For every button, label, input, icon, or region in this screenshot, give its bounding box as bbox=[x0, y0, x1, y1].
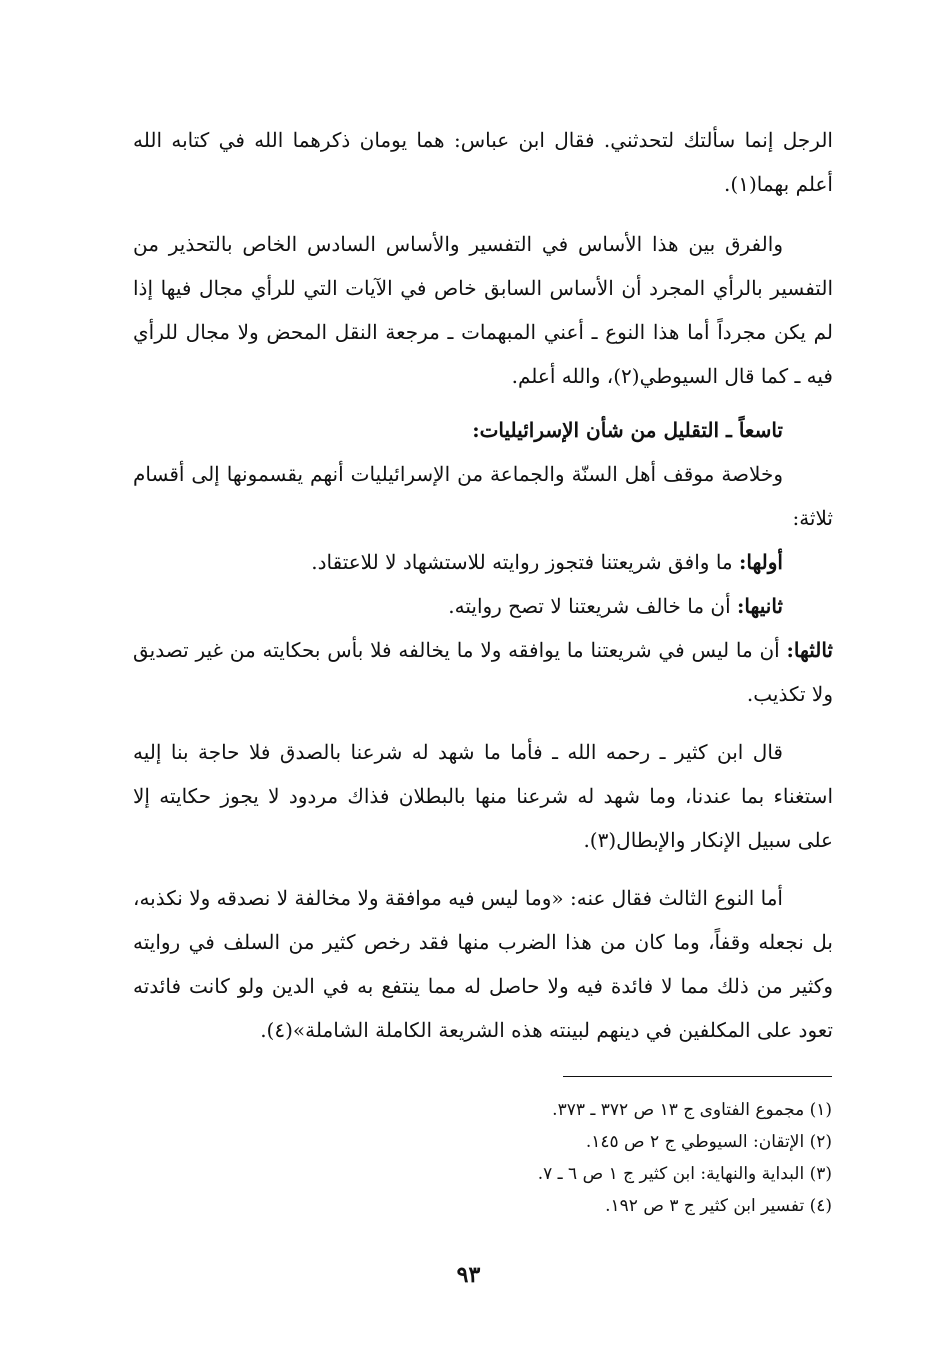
list-item-second bbox=[133, 584, 833, 628]
page-number: ٩٣ bbox=[456, 1262, 481, 1288]
item-label-second: ثانيها: bbox=[737, 594, 783, 618]
footnotes bbox=[400, 1094, 832, 1222]
paragraph-3: وخلاصة موقف أهل السنّة والجماعة من الإسرائيليات أنهم يقسمونها إلى أقسام ثلاثة: bbox=[133, 462, 833, 530]
main-text bbox=[133, 118, 833, 1052]
paragraph-2: والفرق بين هذا الأساس في التفسير والأساس السادس الخاص بالتحذير من التفسير بالرأي المجرد أن الأساس السابق خاص في الآيات التي للرأي مجال فيها إذا لم يكن مجرداً أما هذا النوع ـ أعني المبهمات ـ مرجعة النقل المحض ولا مجال للرأي فيه ـ كما قال السيوطي(٢)، والله أعلم. bbox=[133, 232, 833, 388]
item-label-first: أولها: bbox=[738, 550, 783, 574]
footnote-4: (٤) تفسير ابن كثير ج ٣ ص ١٩٢. bbox=[605, 1196, 832, 1216]
list-item-third bbox=[133, 628, 833, 716]
list-item-first bbox=[133, 540, 833, 584]
paragraph-5: أما النوع الثالث فقال عنه: «وما ليس فيه موافقة ولا مخالفة لا نصدقه ولا نكذبه، بل نجعله وقفاً، وما كان من هذا الضرب منها فقد رخص كثير من السلف في روايته وكثير من ذلك مما لا فائدة فيه ولا حاصل له مما ينتفع به في الدين ولو كانت فائدته تعود على المكلفين في دينهم لبينته هذه الشريعة الكاملة الشاملة»(٤). bbox=[133, 886, 833, 1042]
item-label-third: ثالثها: bbox=[786, 638, 833, 662]
footnote-separator bbox=[563, 1076, 832, 1077]
section-heading: تاسعاً ـ التقليل من شأن الإسرائيليات: bbox=[472, 418, 783, 442]
item-text-second: أن ما خالف شريعتنا لا تصح روايته. bbox=[448, 594, 738, 618]
footnote-1: (١) مجموع الفتاوى ج ١٣ ص ٣٧٢ ـ ٣٧٣. bbox=[552, 1100, 832, 1120]
item-text-first: ما وافق شريعتنا فتجوز روايته للاستشهاد لا للاعتقاد. bbox=[311, 550, 739, 574]
footnote-3: (٣) البداية والنهاية: ابن كثير ج ١ ص ٦ ـ ٧. bbox=[537, 1164, 832, 1184]
footnote-2: (٢) الإتقان: السيوطي ج ٢ ص ١٤٥. bbox=[585, 1132, 832, 1152]
paragraph-4: قال ابن كثير ـ رحمه الله ـ فأما ما شهد له شرعنا بالصدق فلا حاجة بنا إليه استغناء بما عندنا، وما شهد له شرعنا منها بالبطلان فذاك مردود لا يجوز حكايته إلا على سبيل الإنكار والإبطال(٣). bbox=[133, 740, 833, 852]
paragraph-1: الرجل إنما سألتك لتحدثني. فقال ابن عباس: هما يومان ذكرهما الله في كتابه الله أعلم بهما(١). bbox=[133, 128, 833, 196]
item-text-third: أن ما ليس في شريعتنا ما يوافقه ولا ما يخالفه فلا بأس بحكايته من غير تصديق ولا تكذيب. bbox=[133, 638, 833, 706]
